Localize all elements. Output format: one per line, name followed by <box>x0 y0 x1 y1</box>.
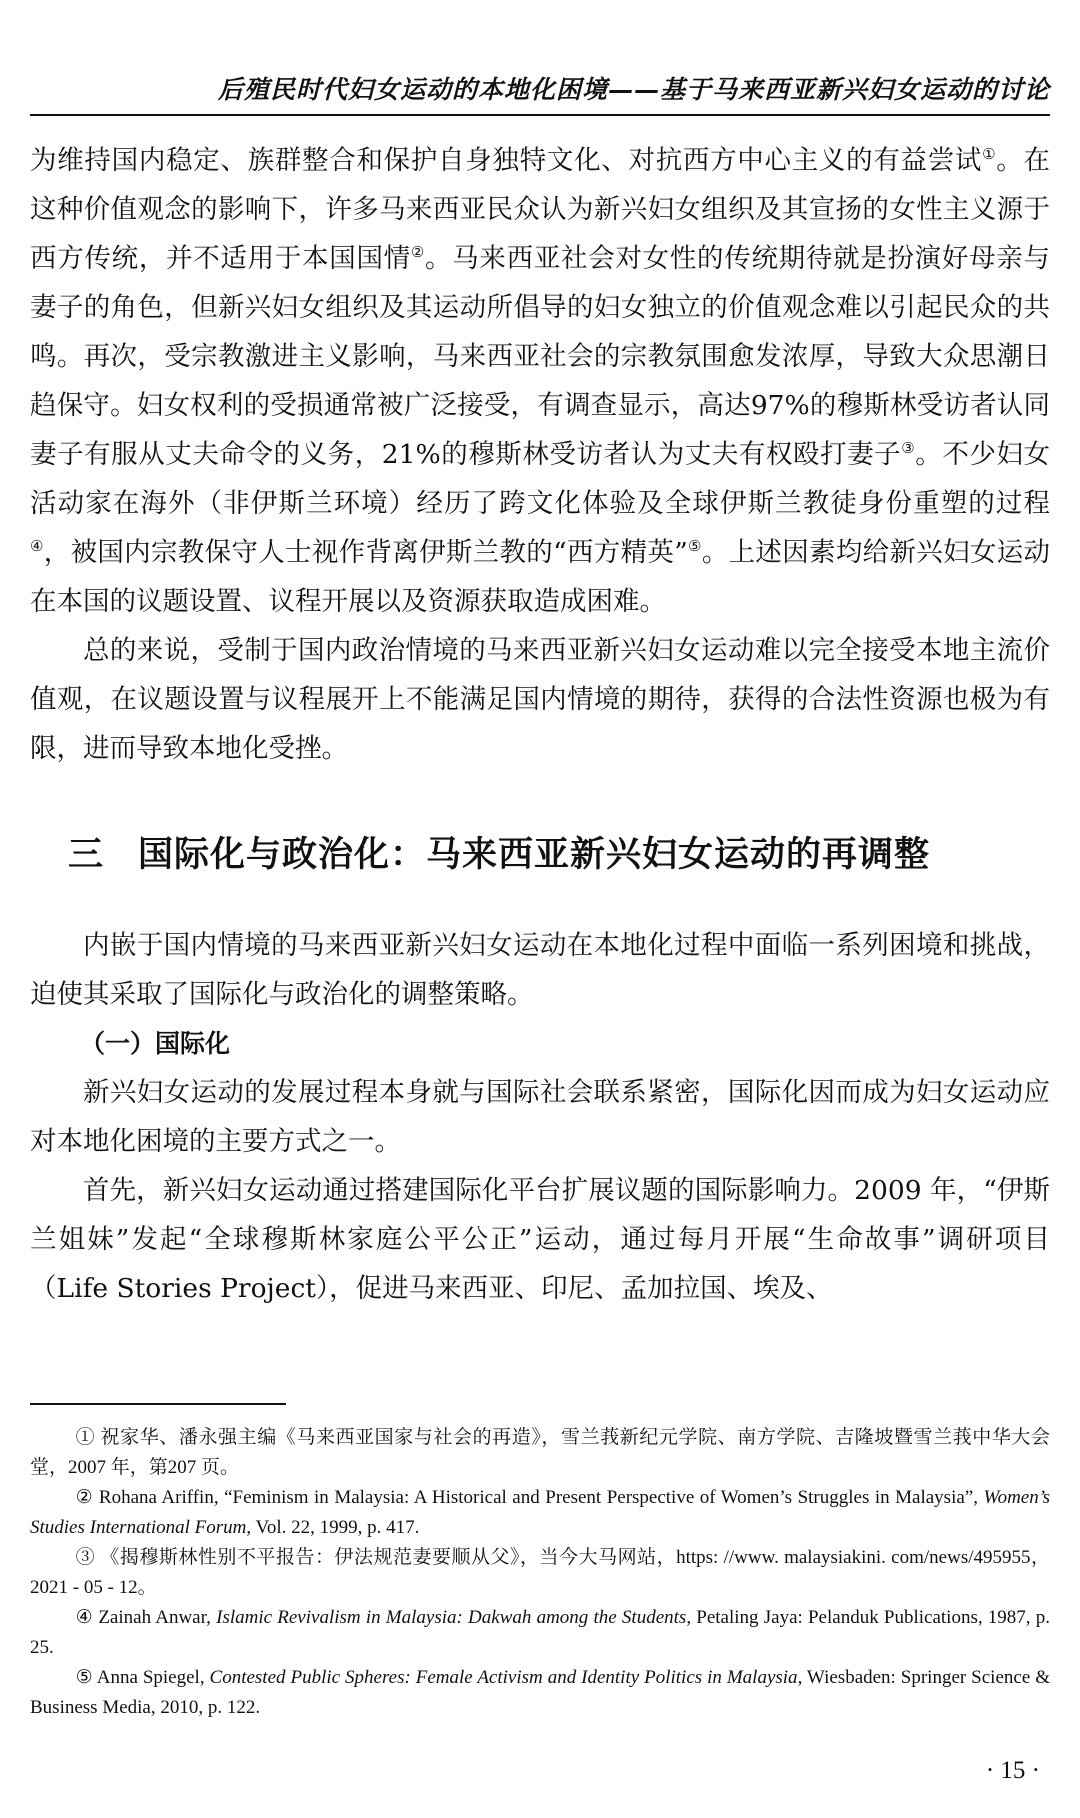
footnote-italic-title: Women’s Studies International Forum <box>30 1487 1050 1538</box>
footnote-text: , Wiesbaden: Springer Science & Business Media, 2010, p. 122. <box>30 1667 1050 1718</box>
footnote-2 <box>30 1483 1050 1543</box>
text-segment: 。马来西亚社会对女性的传统期待就是扮演好母亲与妻子的角色，但新兴妇女组织及其运动所倡导的妇女独立的价值观念难以引起民众的共鸣。再次，受宗教激进主义影响，马来西亚社会的宗教氛围愈发浓厚，导致大众思潮日趋保守。妇女权利的受损通常被广泛接受，有调查显示，高达97%的穆斯林受访者认同妻子有服从丈夫命令的义务，21%的穆斯林受访者认为丈夫有权殴打妻子 <box>30 243 1051 470</box>
text-segment: ，被国内宗教保守人士视作背离伊斯兰教的“西方精英” <box>43 537 688 568</box>
footnote-3 <box>30 1543 1050 1603</box>
footnotes <box>30 1423 1050 1723</box>
paragraph-3: 内嵌于国内情境的马来西亚新兴妇女运动在本地化过程中面临一系列困境和挑战，迫使其采取了国际化与政治化的调整策略。 <box>30 930 1050 1010</box>
paragraph-5: 首先，新兴妇女运动通过搭建国际化平台扩展议题的国际影响力。2009 年，“伊斯兰姐妹”发起“全球穆斯林家庭公平公正”运动，通过每月开展“生命故事”调研项目（Life Stories Project），促进马来西亚、印尼、孟加拉国、埃及、 <box>30 1175 1050 1304</box>
footnote-italic-title: Islamic Revivalism in Malaysia: Dakwah among the Students <box>216 1607 687 1628</box>
footnote-text: 《揭穆斯林性别不平报告：伊法规范妻要顺从父》，当今大马网站，https: //www. malaysiakini. com/news/495955，2021 - 05 - 12。 <box>30 1547 1051 1598</box>
footnote-ref-3[interactable]: ③ <box>901 439 916 458</box>
paragraph-2: 总的来说，受制于国内政治情境的马来西亚新兴妇女运动难以完全接受本地主流价值观，在议题设置与议程展开上不能满足国内情境的期待，获得的合法性资源也极为有限，进而导致本地化受挫。 <box>30 635 1050 764</box>
section-number: 三 <box>68 835 105 875</box>
paragraph-1 <box>30 136 1050 626</box>
footnote-divider <box>30 1403 286 1405</box>
page-number: · 15 · <box>985 1757 1040 1784</box>
footnote-1 <box>30 1423 1050 1483</box>
subheading: （一）国际化 <box>80 1029 231 1058</box>
footnote-5 <box>30 1663 1050 1723</box>
footnote-ref-4[interactable]: ④ <box>30 537 44 556</box>
section-title: 国际化与政治化：马来西亚新兴妇女运动的再调整 <box>138 835 931 875</box>
text-segment: 。在这种价值观念的影响下，许多马来西亚民众认为新兴妇女组织及其宣扬的女性主义源于西方传统，并不适用于本国国情 <box>30 145 1051 274</box>
footnote-text: , Vol. 22, 1999, p. 417. <box>246 1517 420 1538</box>
text-segment: 。不少妇女活动家在海外（非伊斯兰环境）经历了跨文化体验及全球伊斯兰教徒身份重塑的过程 <box>30 439 1051 519</box>
footnote-marker: ⑤ <box>75 1667 93 1688</box>
footnote-marker: ② <box>75 1487 94 1508</box>
footnote-italic-title: Contested Public Spheres: Female Activism and Identity Politics in Malaysia <box>209 1667 798 1688</box>
footnote-4 <box>30 1603 1050 1663</box>
footnote-ref-1[interactable]: ① <box>982 145 997 164</box>
main-text <box>30 136 1050 1313</box>
running-header: 后殖民时代妇女运动的本地化困境——基于马来西亚新兴妇女运动的讨论 <box>30 70 1050 116</box>
footnote-marker: ③ <box>75 1547 96 1568</box>
footnote-text: 祝家华、潘永强主编《马来西亚国家与社会的再造》，雪兰莪新纪元学院、南方学院、吉隆坡暨雪兰莪中华大会堂，2007 年，第207 页。 <box>30 1427 1050 1478</box>
footnote-ref-5[interactable]: ⑤ <box>687 537 702 556</box>
footnote-text: , Petaling Jaya: Pelanduk Publications, 1987, p. 25. <box>30 1607 1050 1658</box>
text-segment: 。上述因素均给新兴妇女运动在本国的议题设置、议程开展以及资源获取造成困难。 <box>30 537 1051 617</box>
footnote-text: Rohana Ariffin, “Feminism in Malaysia: A Historical and Present Perspective of Women’s Struggles in Malaysia”, <box>98 1487 984 1508</box>
footnote-text: Zainah Anwar, <box>98 1607 217 1628</box>
section-heading <box>68 827 1050 877</box>
footnote-text: Anna Spiegel, <box>96 1667 210 1688</box>
footnote-marker: ① <box>75 1427 96 1448</box>
paragraph-4: 新兴妇女运动的发展过程本身就与国际社会联系紧密，国际化因而成为妇女运动应对本地化困境的主要方式之一。 <box>30 1077 1050 1157</box>
footnote-ref-2[interactable]: ② <box>410 243 426 262</box>
footnote-marker: ④ <box>75 1607 94 1628</box>
text-segment: 为维持国内稳定、族群整合和保护自身独特文化、对抗西方中心主义的有益尝试 <box>30 145 983 176</box>
